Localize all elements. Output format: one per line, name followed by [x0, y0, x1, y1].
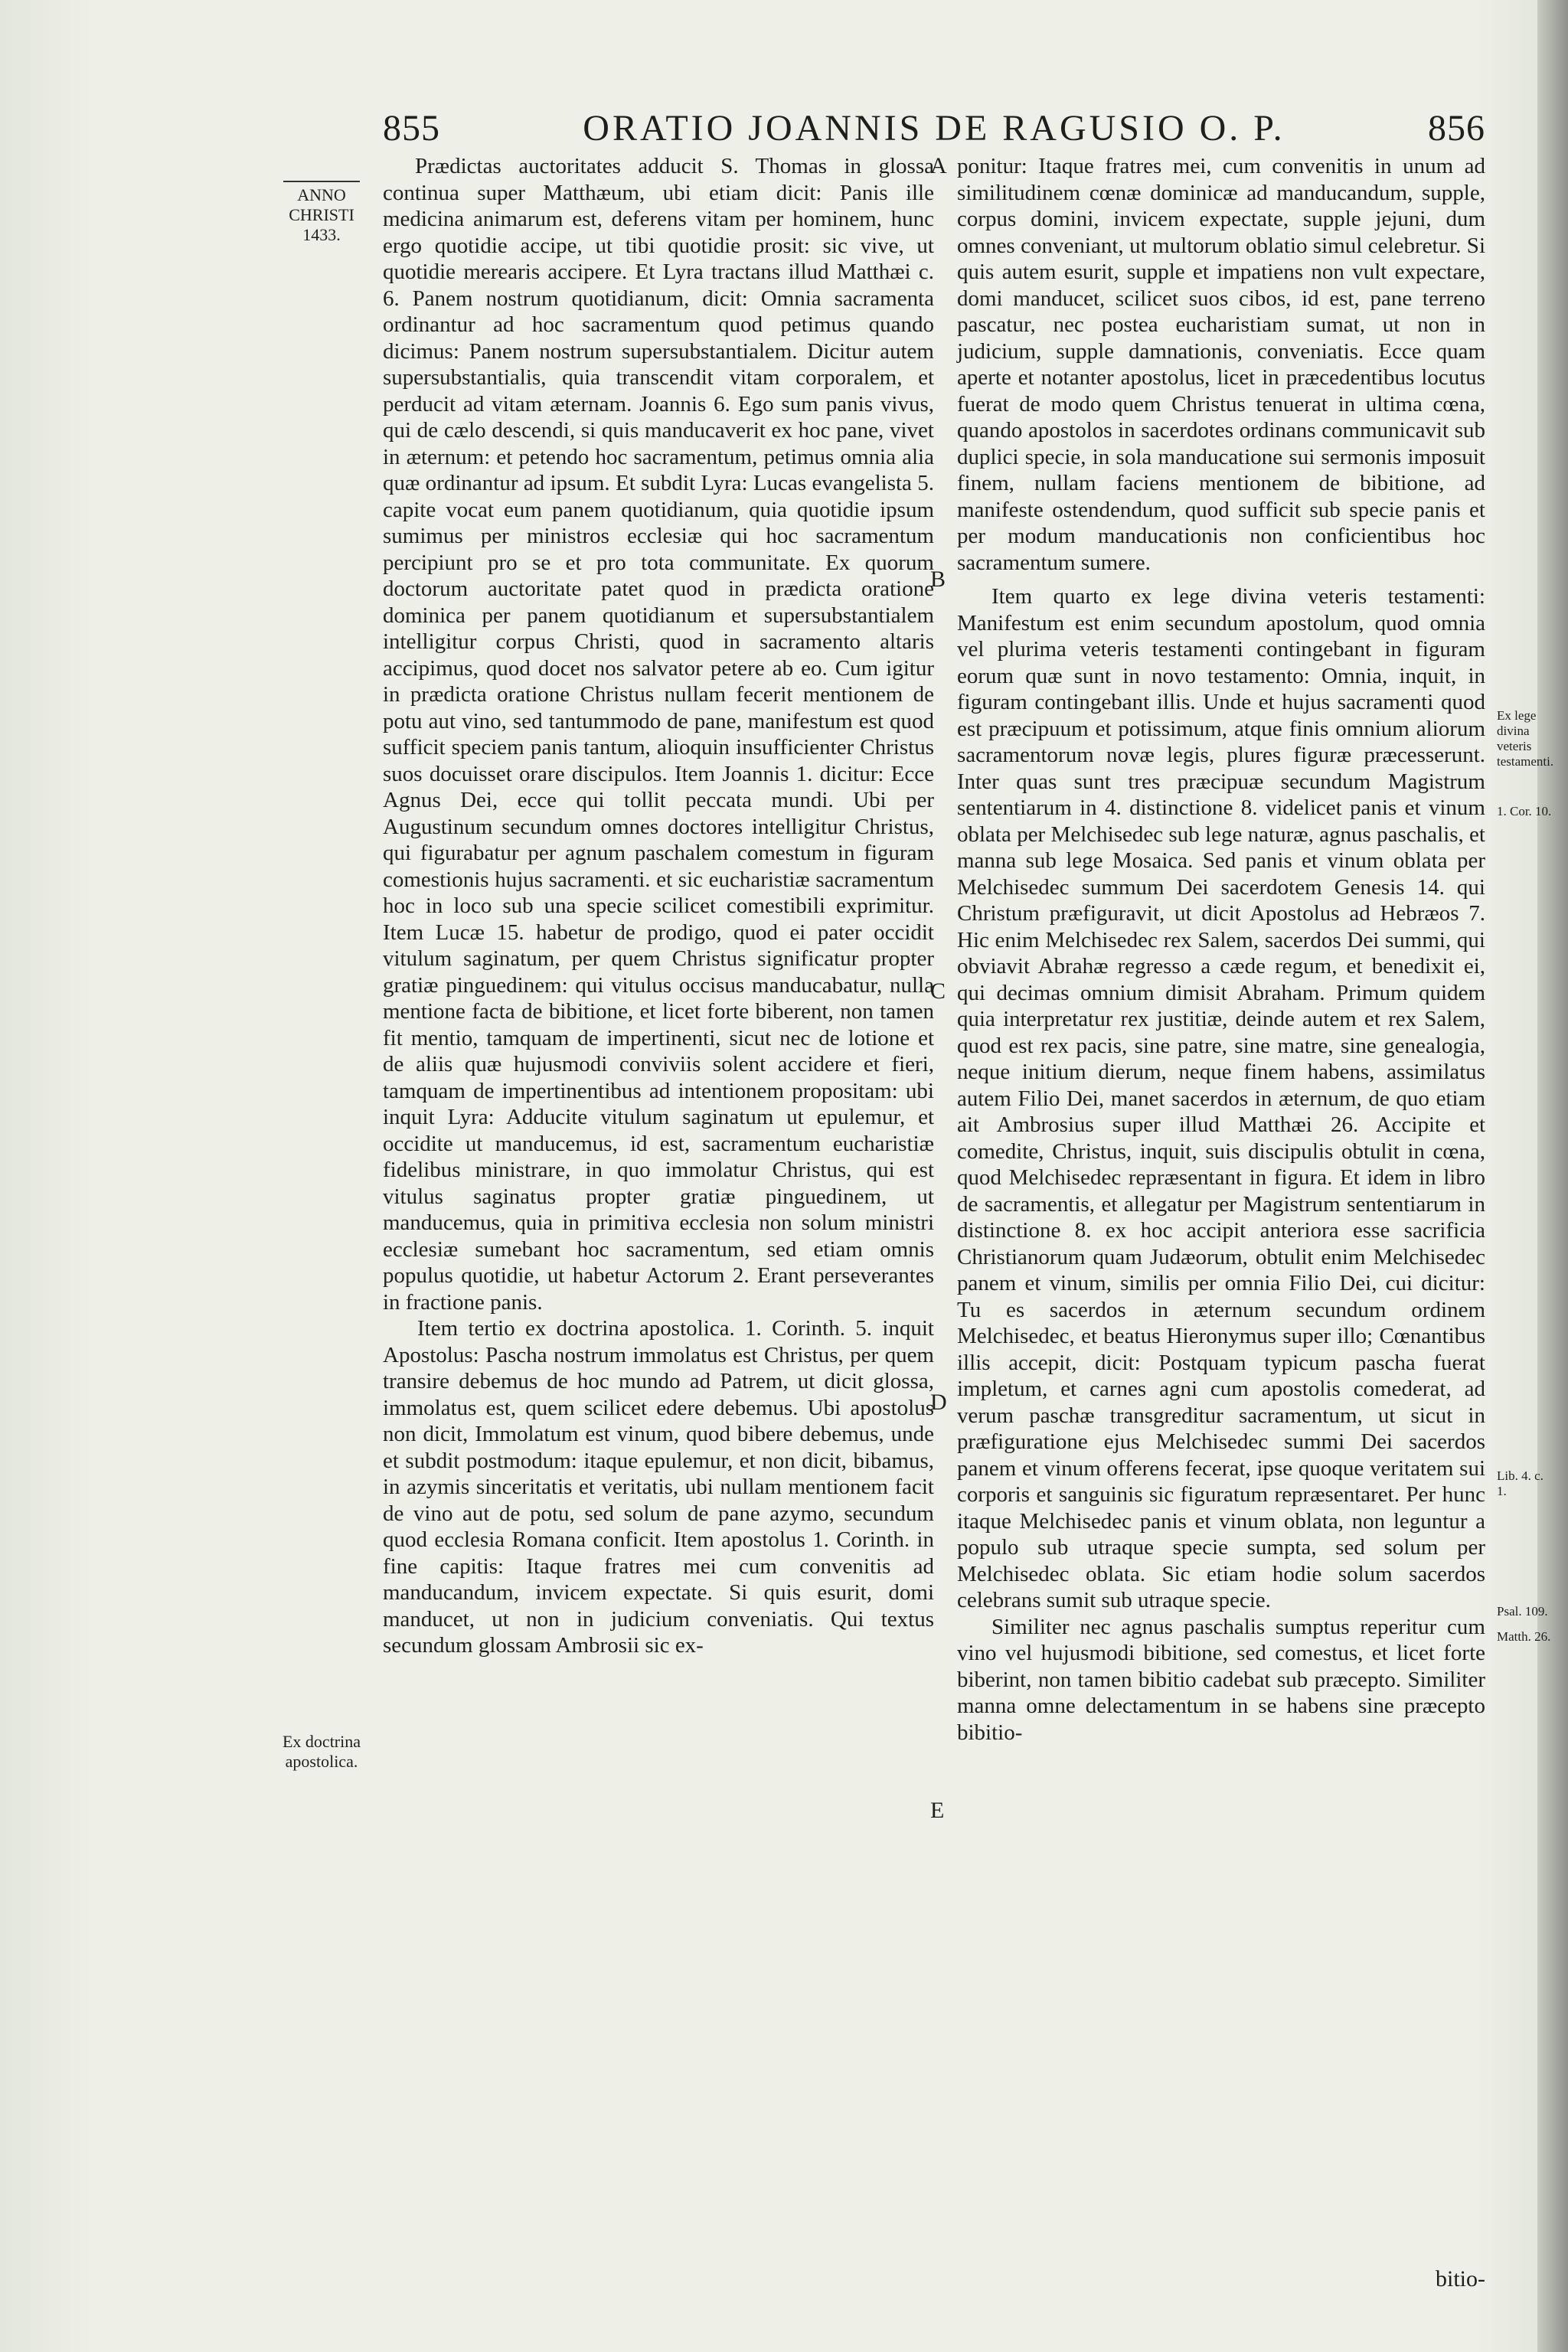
margin-note-right-3: Lib. 4. c. 1. — [1497, 1468, 1544, 1498]
section-letter-a: A — [930, 153, 947, 178]
year-label: ANNO CHRISTI 1433. — [289, 185, 354, 244]
year-rule — [283, 181, 360, 182]
margin-note-right-5: Matth. 26. — [1497, 1629, 1551, 1644]
margin-note-right-1: Ex lege divina veteris testamenti. — [1497, 708, 1554, 769]
left-column — [383, 153, 934, 1659]
section-letter-c: C — [930, 978, 946, 1004]
right-paragraph-3: Similiter nec agnus paschalis sumptus reperitur cum vino vel hujusmodi bibitione, sed comestus, et licet forte biberint, non tamen bibitio cadebat sub præcepto. Similiter manna omne delectamentum in se habens sine præcepto bibitio- — [957, 1614, 1485, 1745]
section-letter-e: E — [930, 1798, 945, 1823]
page-number-right: 856 — [1428, 108, 1485, 149]
section-letter-b: B — [930, 567, 946, 592]
page-number-left: 855 — [383, 108, 440, 149]
running-title: ORATIO JOANNIS DE RAGUSIO O. P. — [583, 108, 1285, 149]
catchword: bitio- — [1436, 2266, 1485, 2292]
right-paragraph-2: Item quarto ex lege divina veteris testamenti: Manifestum est enim secundum apostolum, quod omnia vel plurima veteris testamenti contingebant in figuram eorum quæ sunt in novo testamento: Omnia, inquit, in figuram contingebant illis. Unde et hujus sacramenti quod est præcipuum et potissimum, atque finis omnium aliorum sacramentorum novæ legis, plures figuræ præcesserunt. Inter quas sunt tres præcipuæ secundum Magistrum sententiarum in 4. distinctione 8. videlicet panis et vinum oblata per Melchisedec sub lege naturæ, agnus paschalis, et manna sub lege Mosaica. Sed panis et vinum oblata per Melchisedec summum Dei sacerdotem Genesis 14. qui Christum præfiguravit, ut dicit Apostolus ad Hebræos 7. Hic enim Melchisedec rex Salem, sacerdos Dei summi, qui obviavit Abrahæ regresso a cæde regum, et benedixit ei, qui decimas omnium dimisit Abraham. Primum quidem quia interpretatur rex justitiæ, deinde autem et rex Salem, quod est rex pacis, sine patre, sine matre, sine genealogia, neque initium dierum, neque finem habens, assimilatus autem Filio Dei, manet sacerdos in æternum, de quo etiam ait Ambrosius super illud Matthæi 26. Accipite et comedite, Christus, inquit, suis discipulis obtulit in cœna, quod Melchisedec repræsentant in figura. Et idem in libro de sacramentis, et allegatur per Magistrum sententiarum in distinctione 8. ex hoc accipit anteriora esse sacrificia Christianorum quam Judæorum, obtulit enim Melchisedec panem et vinum, similis per omnia Filio Dei, cui dicitur: Tu es sacerdos in æternum secundum ordinem Melchisedec, et beatus Hieronymus super illo; Cœnantibus illis accepit, dicit: Postquam typicum pascha fuerat impletum, et carnes agni cum apostolis comederat, ad verum paschæ transgreditur sacramentum, ut sicut in præfiguratione ejus Melchisedec summi Dei sacerdos panem et vinum offerens fecerat, ipse quoque veritatem sui corporis et sanguinis sic figuratum repræsentaret. Per hunc itaque Melchisedec panis et vinum oblata, non leguntur a populo sub utraque specie sumpta, sed solum per Melchisedec oblata. Sic etiam hodie solum sacerdos celebrans sumit sub utraque specie. — [957, 584, 1485, 1612]
margin-note-right-2: 1. Cor. 10. — [1497, 804, 1552, 818]
year-note — [276, 181, 368, 245]
book-spine — [1537, 0, 1568, 2352]
left-paragraph-2: Item tertio ex doctrina apostolica. 1. Corinth. 5. inquit Apostolus: Pascha nostrum immolatus est Christus, per quem transire debemus de hoc mundo ad Patrem, ut dicit glossa, immolatus est, quem scilicet edere debemus. Ubi apostolus non dicit, Immolatum est vinum, quod bibere debemus, unde et subdit postmodum: itaque epulemur, et non dicit, bibamus, in azymis sinceritatis et veritatis, ubi nullam mentionem facit de vino aut de potu, sed solum de pane azymo, secundum quod ecclesia Romana conficit. Item apostolus 1. Corinth. in fine capitis: Itaque fratres mei cum convenitis ad manducandum, invicem expectate. Si quis esurit, domi manducet, ut non in judicium conveniatis. Qui textus secundum glossam Ambrosii sic ex- — [383, 1316, 934, 1658]
section-letter-d: D — [930, 1390, 947, 1415]
left-paragraph-1: Prædictas auctoritates adducit S. Thomas in glossa continua super Matthæum, ubi etiam dicit: Panis ille medicina animarum est, deferens vitam per hominem, hunc ergo quotidie accipe, ut tibi quotidie prosit: sic vive, ut quotidie merearis accipere. Et Lyra tractans illud Matthæi c. 6. Panem nostrum quotidianum, dicit: Omnia sacramenta ordinantur ad hoc sacramentum quod petimus quando dicimus: Panem nostrum supersubstantialem. Dicitur autem supersubstantialis, quia transcendit vitam corporalem, et perducit ad vitam æternam. Joannis 6. Ego sum panis vivus, qui de cælo descendi, si quis manducaverit ex hoc pane, vivet in æternum: et petendo hoc sacramentum, petimus omnia alia quæ ordinantur ad ipsum. Et subdit Lyra: Lucas evangelista 5. capite vocat eum panem quotidianum, quia quotidie ipsum sumimus per ministros ecclesiæ qui hoc sacramentum percipiunt pro se et pro tota communitate. Ex quorum doctorum auctoritate patet quod in prædicta oratione dominica per panem quotidianum et supersubstantialem intelligitur corpus Christi, quod in sacramento altaris accipimus, quod docet nos salvator petere ab eo. Cum igitur in prædicta oratione Christus nullam fecerit mentionem de potu aut vino, sed tantummodo de pane, manifestum est quod sufficit speciem panis tantum, alioquin insufficienter Christus suos docuisset orare discipulos. Item Joannis 1. dicitur: Ecce Agnus Dei, ecce qui tollit peccata mundi. Ubi per Augustinum secundum omnes doctores intelligitur Christus, qui figurabatur per agnum paschalem comestum in figuram comestionis hujus sacramenti. et sic eucharistiæ sacramentum hoc in loco sub una specie scilicet comestibili exprimitur. Item Lucæ 15. habetur de prodigo, quod ei pater occidit vitulum saginatum, per quem Christus significatur propter gratiæ pinguedinem: qui vitulus occisus manducabatur, nulla mentione facta de bibitione, et licet forte biberent, non tamen fit mentio, tamquam de impertinenti, sicut nec de lotione et de aliis quæ hujusmodi conviviis solent accidere et fieri, tamquam de impertinentibus ad intentionem propositam: ubi inquit Lyra: Adducite vitulum saginatum ut epulemur, et occidite ut manducemus, id est, sacramentum eucharistiæ fidelibus ministrare, in quo immolatur Christus, qui est vitulus saginatus propter gratiæ pinguedinem, ut manducemus, quia in primitiva ecclesia non solum ministri ecclesiæ sumebant hoc sacramentum, sed etiam omnis populus quotidie, ut habetur Actorum 2. Erant perseverantes in fractione panis. — [383, 154, 934, 1315]
margin-note-right-4: Psal. 109. — [1497, 1604, 1548, 1619]
margin-note-left-1: Ex doctrina apostolica. — [282, 1732, 361, 1771]
right-column — [957, 153, 1485, 1746]
right-paragraph-1: ponitur: Itaque fratres mei, cum convenitis in unum ad similitudinem cœnæ dominicæ ad manducandum, supple, corpus domini, invicem expectate, supple jejuni, dum omnes conveniant, ut multorum oblatio simul celebretur. Si quis autem esurit, supple et impatiens non vult expectare, domi manducet, scilicet suos cibos, id est, pane terreno pascatur, nec postea eucharistiam sumat, ut non in judicium, supple damnationis, conveniatis. Ecce quam aperte et notanter apostolus, licet in præcedentibus locutus fuerat de modo quem Christus tenuerat in ultima cœna, quando apostolos in sacerdotes ordinans communicavit sub duplici specie, in sola manducatione sui sermonis imposuit finem, nullam faciens mentionem de bibitione, ad manifeste ostendendum, quod sufficit sub specie panis et per modum manducationis non conficientibus hoc sacramentum sumere. — [957, 154, 1485, 575]
